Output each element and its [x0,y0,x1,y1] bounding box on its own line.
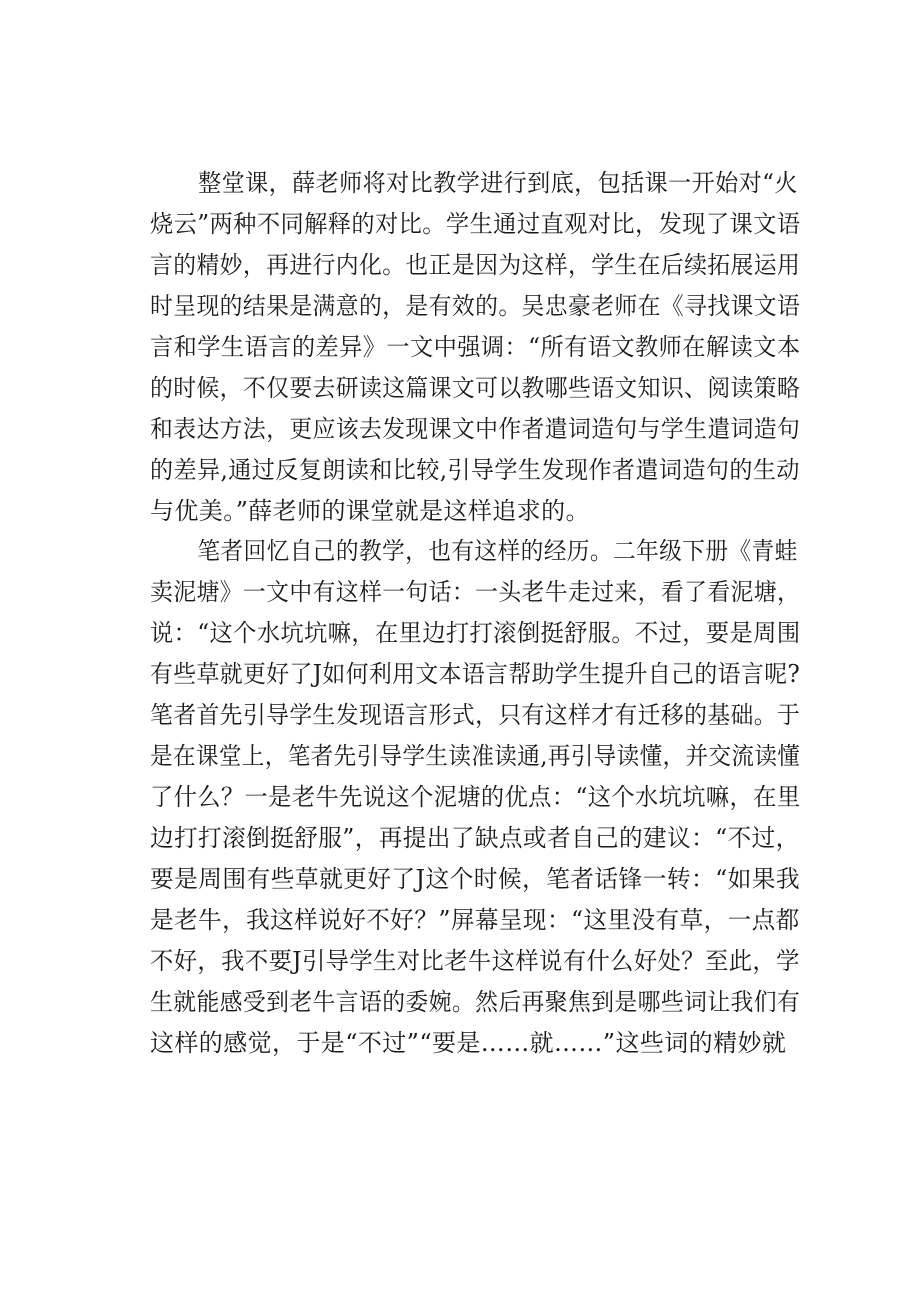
text-line: 的差异,通过反复朗读和比较,引导学生发现作者遣词造句的生动 [150,455,800,484]
text-line: 这样的感觉，于是“不过”“要是……就……”这些词的精妙就 [150,1028,787,1057]
text-line: 笔者首先引导学生发现语言形式，只有这样才有迁移的基础。于 [150,701,801,730]
text-line: 言的精妙，再进行内化。也正是因为这样，学生在后续拓展运用 [150,250,801,279]
text-line: 了什么？一是老牛先说这个泥塘的优点：“这个水坑坑嘛，在里 [150,783,801,812]
text-line: 卖泥塘》一文中有这样一句话：一头老牛走过来，看了看泥塘， [150,578,801,607]
text-line: 是老牛，我这样说好不好？”屏幕呈现：“这里没有草，一点都 [150,905,800,934]
text-line: 说：“这个水坑坑嘛，在里边打打滚倒挺舒服。不过，要是周围 [150,619,801,648]
text-line: 的时候，不仅要去研读这篇课文可以教哪些语文知识、阅读策略 [150,373,801,402]
text-line: 要是周围有些草就更好了J这个时候，笔者话锋一转：“如果我 [150,864,801,893]
text-line: 与优美。”薛老师的课堂就是这样追求的。 [150,496,590,525]
text-line: 不好，我不要J引导学生对比老牛这样说有什么好处？至此，学 [150,946,800,975]
text-line: 生就能感受到老牛言语的委婉。然后再聚焦到是哪些词让我们有 [150,987,801,1016]
paragraph-2 [150,531,800,1063]
text-line: 是在课堂上，笔者先引导学生读准读通,再引导读懂，并交流读懂 [150,742,801,771]
text-line: 时呈现的结果是满意的，是有效的。吴忠豪老师在《寻找课文语 [150,291,801,320]
body-text [150,163,800,1064]
text-line: 整堂课，薛老师将对比教学进行到底，包括课一开始对“火 [198,169,798,197]
text-line: 有些草就更好了J如何利用文本语言帮助学生提升自己的语言呢? [150,660,801,689]
text-line: 言和学生语言的差异》一文中强调：“所有语文教师在解读文本 [150,332,801,361]
text-line: 边打打滚倒挺舒服”，再提出了缺点或者自己的建议：“不过， [150,824,800,852]
text-line: 烧云”两种不同解释的对比。学生通过直观对比，发现了课文语 [150,209,801,238]
text-line: 笔者回忆自己的教学，也有这样的经历。二年级下册《青蛙 [197,537,798,566]
text-line: 和表达方法，更应该去发现课文中作者遣词造句与学生遣词造句 [150,414,801,443]
paragraph-1 [150,163,800,531]
